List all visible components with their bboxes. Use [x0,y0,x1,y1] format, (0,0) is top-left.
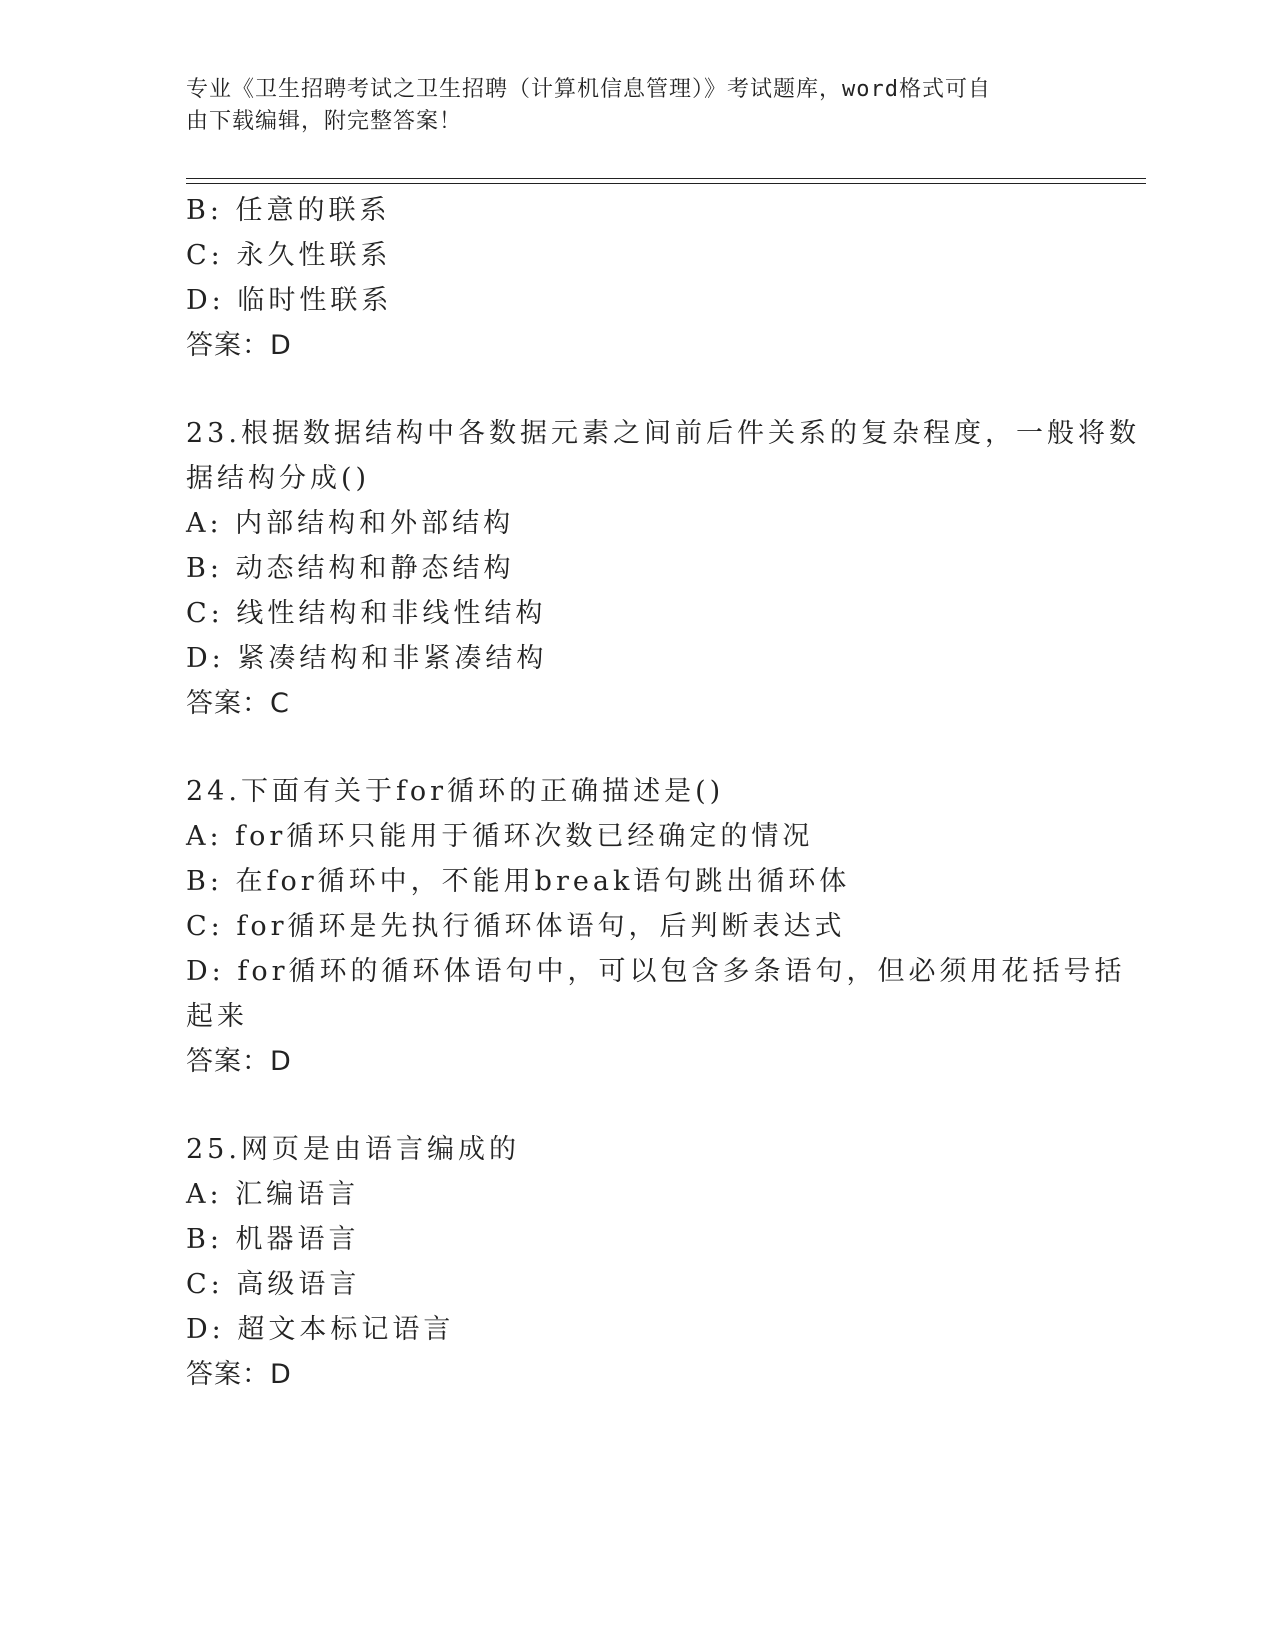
question-stem-line-1: 24.下面有关于for循环的正确描述是() [186,776,725,807]
option-b: B: 任意的联系 [186,195,391,226]
question-stem-line-1: 23.根据数据结构中各数据元素之间前后件关系的复杂程度，一般将数 [186,418,1140,449]
option-d: D: for循环的循环体语句中，可以包含多条语句，但必须用花括号括 [186,956,1126,987]
option-b: B: 机器语言 [186,1224,360,1255]
header-line-2: 由下载编辑，附完整答案！ [186,109,463,134]
option-c: C: for循环是先执行循环体语句，后判断表达式 [186,911,846,942]
header-divider-bottom [186,183,1146,184]
question-spacer [186,1084,1086,1127]
answer-line: 答案：D [186,330,292,361]
option-d-continued: 起来 [186,1001,248,1032]
option-b: B: 动态结构和静态结构 [186,553,515,584]
header-divider-top [186,178,1146,179]
question-24 [186,769,1126,1084]
answer-line: 答案：C [186,688,290,719]
option-a: A: 内部结构和外部结构 [186,508,515,539]
option-a: A: for循环只能用于循环次数已经确定的情况 [186,821,814,852]
question-23 [186,411,1140,726]
document-header [186,74,1066,138]
question-spacer [186,726,1086,769]
header-line-1: 专业《卫生招聘考试之卫生招聘（计算机信息管理）》考试题库，word格式可自 [186,77,991,102]
answer-line: 答案：D [186,1359,292,1390]
option-d: D: 紧凑结构和非紧凑结构 [186,643,548,674]
option-c: C: 永久性联系 [186,240,392,271]
option-c: C: 高级语言 [186,1269,361,1300]
question-stem-line-1: 25.网页是由语言编成的 [186,1134,520,1165]
question-stem-line-2: 据结构分成() [186,463,371,494]
answer-line: 答案：D [186,1046,292,1077]
question-25 [186,1127,1086,1397]
option-c: C: 线性结构和非线性结构 [186,598,547,629]
option-a: A: 汇编语言 [186,1179,360,1210]
option-d: D: 超文本标记语言 [186,1314,455,1345]
option-d: D: 临时性联系 [186,285,393,316]
option-b: B: 在for循环中，不能用break语句跳出循环体 [186,866,851,897]
question-content [186,188,1140,1397]
question-22-continued [186,188,1086,368]
question-spacer [186,368,1086,411]
